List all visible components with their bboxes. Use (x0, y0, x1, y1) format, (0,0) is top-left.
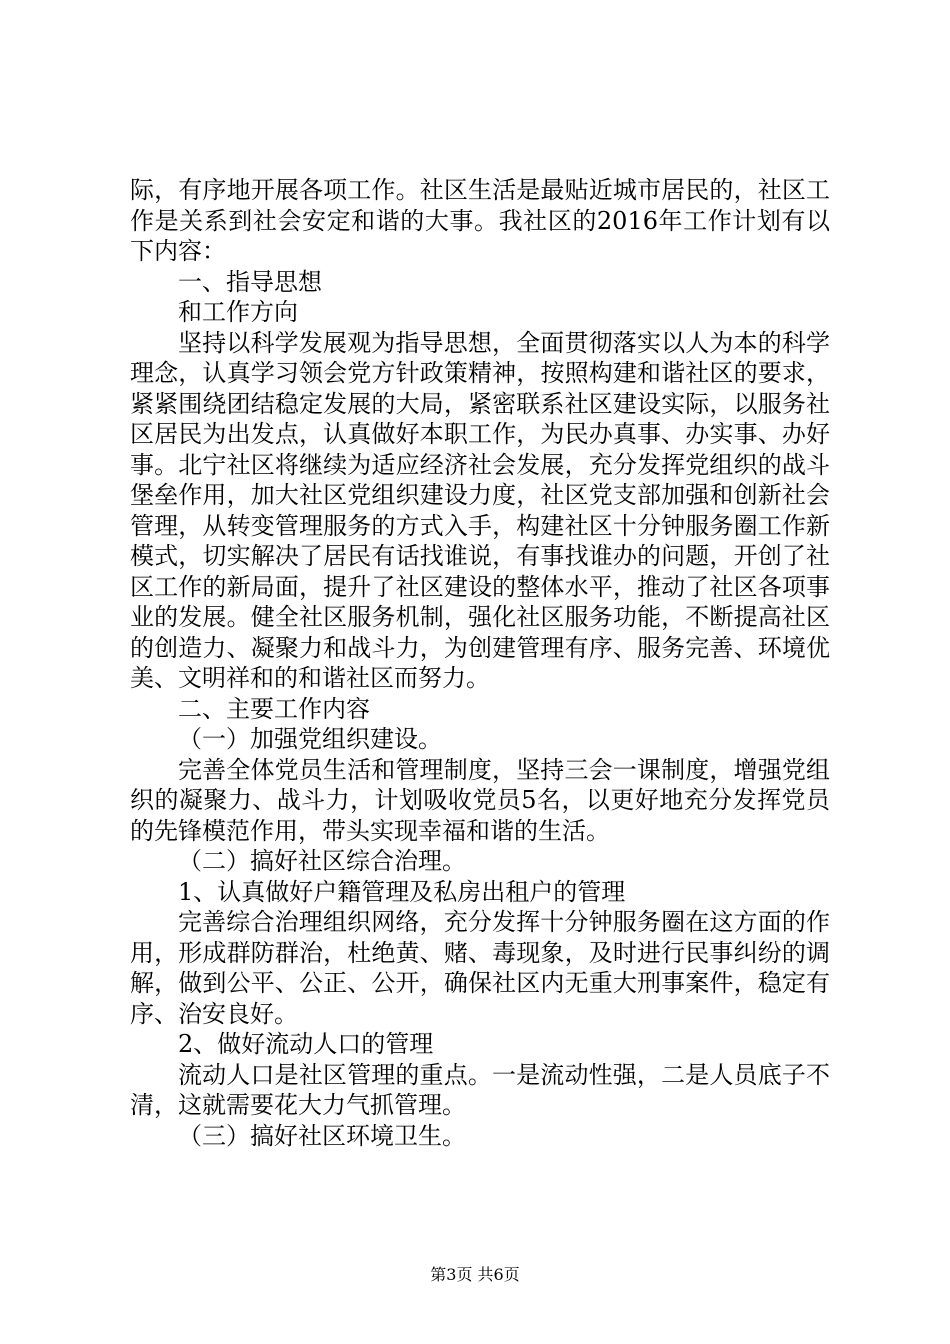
section-heading-work-direction: 和工作方向 (178, 298, 298, 326)
item-floating-population: 2、做好流动人口的管理 (178, 1030, 434, 1058)
paragraph-governance-network: 完善综合治理组织网络，充分发挥十分钟服务圈在这方面的作用，形成群防群治，杜绝黄、赌、毒现象，及时进行民事纠纷的调解，做到公平、公正、公开，确保社区内无重大刑事案件，稳定有序、治安良好。 (130, 908, 830, 1028)
subheading-comprehensive-governance: （二）搞好社区综合治理。 (178, 847, 466, 875)
subheading-party-building: （一）加强党组织建设。 (178, 725, 442, 753)
subheading-environmental-sanitation: （三）搞好社区环境卫生。 (178, 1121, 466, 1150)
page-number-footer: 第3页 共6页 (430, 1265, 520, 1284)
section-heading-guiding-ideology: 一、指导思想 (178, 267, 322, 296)
section-heading-main-work: 二、主要工作内容 (178, 694, 370, 723)
paragraph-continuation: 际，有序地开展各项工作。社区生活是最贴近城市居民的，社区工作是关系到社会安定和谐的大事。我社区的2016年工作计划有以下内容： (130, 176, 830, 265)
document-body (130, 175, 830, 1151)
paragraph-guiding-ideology: 坚持以科学发展观为指导思想，全面贯彻落实以人为本的科学理念，认真学习领会党方针政策精神，按照构建和谐社区的要求，紧紧围绕团结稳定发展的大局，紧密联系社区建设实际，以服务社区居民为出发点，认真做好本职工作，为民办真事、办实事、办好事。北宁社区将继续为适应经济社会发展，充分发挥党组织的战斗堡垒作用，加大社区党组织建设力度，社区党支部加强和创新社会管理，从转变管理服务的方式入手，构建社区十分钟服务圈工作新模式，切实解决了居民有话找谁说，有事找谁办的问题，开创了社区工作的新局面，提升了社区建设的整体水平，推动了社区各项事业的发展。健全社区服务机制，强化社区服务功能，不断提高社区的创造力、凝聚力和战斗力，为创建管理有序、服务完善、环境优美、文明祥和的和谐社区而努力。 (130, 328, 830, 692)
paragraph-floating-population: 流动人口是社区管理的重点。一是流动性强，二是人员底子不清，这就需要花大力气抓管理。 (130, 1060, 830, 1119)
item-household-registration: 1、认真做好户籍管理及私房出租户的管理 (178, 877, 626, 906)
paragraph-party-building: 完善全体党员生活和管理制度，坚持三会一课制度，增强党组织的凝聚力、战斗力，计划吸收党员5名，以更好地充分发挥党员的先锋模范作用，带头实现幸福和谐的生活。 (130, 755, 830, 845)
